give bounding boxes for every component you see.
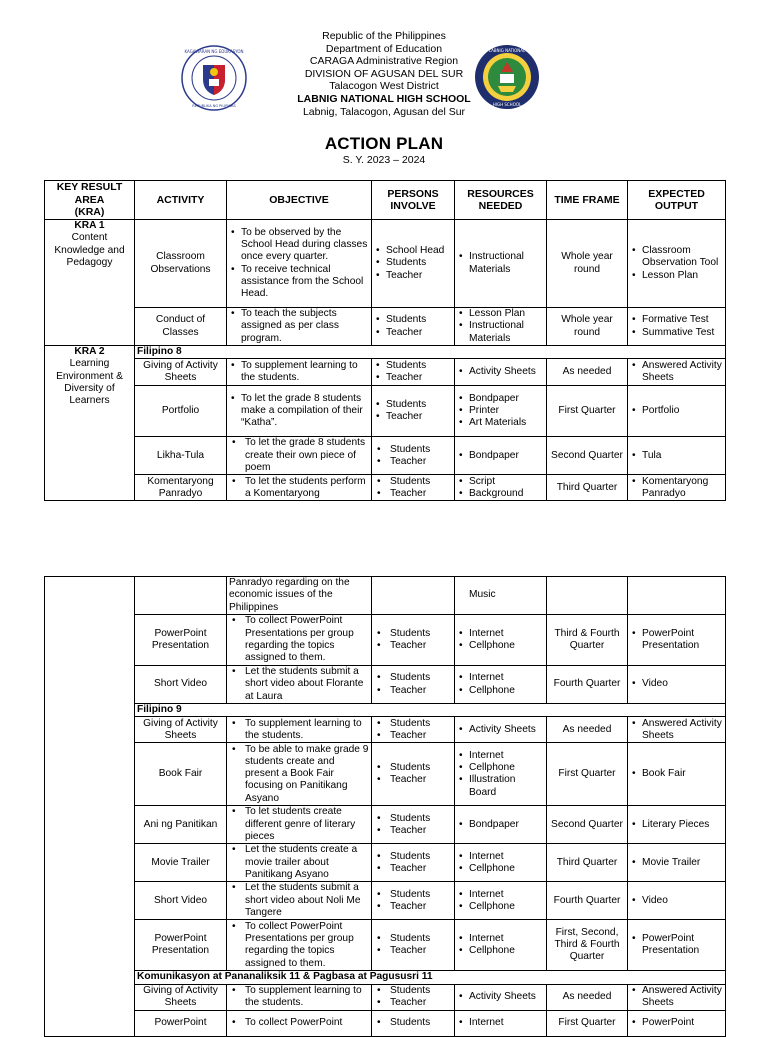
resources-cell: • Activity Sheets — [455, 984, 547, 1010]
time-frame-cell: First Quarter — [547, 386, 628, 437]
time-frame-cell: First Quarter — [547, 743, 628, 806]
header-country: Republic of the Philippines — [322, 30, 446, 42]
objective-cell: • To be observed by the School Head during classes once every quarter. • To receive technical assistance from the School Head. — [227, 220, 372, 308]
col-kra: KEY RESULT AREA (KRA) — [45, 181, 135, 220]
resources-cell: • Activity Sheets — [455, 359, 547, 386]
output-cell: • Komentaryong Panradyo — [628, 475, 726, 501]
output-cell: • Answered Activity Sheets — [628, 984, 726, 1010]
table-row — [45, 475, 726, 501]
activity-cell: Giving of Activity Sheets — [135, 717, 227, 743]
time-frame-cell: Second Quarter — [547, 806, 628, 844]
resources-cell: Music — [455, 577, 547, 615]
persons-cell: • Students • Teacher — [372, 666, 455, 704]
svg-text:KAGAWARAN NG EDUKASYON: KAGAWARAN NG EDUKASYON — [184, 49, 244, 54]
output-cell: • Movie Trailer — [628, 844, 726, 882]
resources-cell: • Instructional Materials — [455, 220, 547, 308]
activity-cell: Short Video — [135, 882, 227, 920]
time-frame-cell: Third & Fourth Quarter — [547, 615, 628, 666]
output-cell: • Answered Activity Sheets — [628, 359, 726, 386]
time-frame-cell: First Quarter — [547, 1010, 628, 1036]
resources-cell: • Bondpaper — [455, 806, 547, 844]
activity-cell — [135, 577, 227, 615]
time-frame-cell: As needed — [547, 717, 628, 743]
col-activity: ACTIVITY — [135, 181, 227, 220]
time-frame-cell: As needed — [547, 984, 628, 1010]
header-region: CARAGA Administrative Region — [309, 55, 459, 68]
table-row — [45, 220, 726, 308]
time-frame-cell: Whole year round — [547, 220, 628, 308]
school-year: S. Y. 2023 – 2024 — [342, 154, 426, 166]
resources-cell: • Lesson Plan • Instructional Materials — [455, 308, 547, 346]
section-title: Filipino 9 — [135, 704, 726, 717]
svg-text:REPUBLIKA NG PILIPINAS: REPUBLIKA NG PILIPINAS — [192, 104, 236, 108]
objective-cell: • To be able to make grade 9 students create and present a Book Fair focusing on Panitikang Asyano — [227, 743, 372, 806]
time-frame-cell: Fourth Quarter — [547, 882, 628, 920]
col-time-frame: TIME FRAME — [547, 181, 628, 220]
objective-cell: • To collect PowerPoint — [227, 1010, 372, 1036]
resources-cell: • Internet • Cellphone — [455, 666, 547, 704]
header-district: Talacogon West District — [329, 80, 439, 93]
resources-cell: • Internet • Cellphone — [455, 844, 547, 882]
time-frame-cell: First, Second, Third & Fourth Quarter — [547, 920, 628, 971]
activity-cell: Giving of Activity Sheets — [135, 984, 227, 1010]
header-school: LABNIG NATIONAL HIGH SCHOOL — [297, 92, 471, 105]
action-plan-table-page2 — [44, 576, 726, 1037]
activity-cell: Classroom Observations — [135, 220, 227, 308]
objective-cell: • To let the grade 8 students make a compilation of their “Katha”. — [227, 386, 372, 437]
output-cell: • Portfolio — [628, 386, 726, 437]
persons-cell — [372, 577, 455, 615]
persons-cell: • Students • Teacher — [372, 743, 455, 806]
table-row — [45, 359, 726, 386]
table-row — [45, 882, 726, 920]
document-title: ACTION PLAN — [324, 134, 444, 153]
objective-cell: • To collect PowerPoint Presentations per group regarding the topics assigned to them. — [227, 615, 372, 666]
objective-cell: • To let the students perform a Komentaryong — [227, 475, 372, 501]
resources-cell: • Internet • Cellphone — [455, 615, 547, 666]
kra-cell: KRA 2 Learning Environment & Diversity of Learners — [45, 346, 135, 501]
svg-text:HIGH SCHOOL: HIGH SCHOOL — [492, 102, 522, 107]
resources-cell: • Internet • Cellphone — [455, 882, 547, 920]
output-cell: • PowerPoint Presentation — [628, 615, 726, 666]
persons-cell: • Students • Teacher — [372, 844, 455, 882]
letterhead — [0, 30, 768, 118]
objective-cell: • To collect PowerPoint Presentations per group regarding the topics assigned to them. — [227, 920, 372, 971]
persons-cell: • Students — [372, 1010, 455, 1036]
col-expected-output: EXPECTED OUTPUT — [628, 181, 726, 220]
table-row — [45, 717, 726, 743]
header-department: Department of Education — [325, 42, 443, 55]
table-row — [45, 920, 726, 971]
resources-cell: • Bondpaper • Printer • Art Materials — [455, 386, 547, 437]
activity-cell: Book Fair — [135, 743, 227, 806]
time-frame-cell — [547, 577, 628, 615]
section-row-komunikasyon — [45, 971, 726, 984]
resources-cell: • Bondpaper — [455, 437, 547, 475]
persons-cell: • Students • Teacher — [372, 882, 455, 920]
objective-cell: • Let the students submit a short video about Florante at Laura — [227, 666, 372, 704]
activity-cell: PowerPoint Presentation — [135, 920, 227, 971]
table-row — [45, 577, 726, 615]
col-persons: PERSONS INVOLVE — [372, 181, 455, 220]
kra-cell-continued — [45, 577, 135, 1037]
time-frame-cell: Third Quarter — [547, 475, 628, 501]
output-cell: • PowerPoint Presentation — [628, 920, 726, 971]
output-cell: • Video — [628, 666, 726, 704]
output-cell: • Video — [628, 882, 726, 920]
persons-cell: • Students • Teacher — [372, 717, 455, 743]
persons-cell: • Students • Teacher — [372, 615, 455, 666]
header-address: Labnig, Talacogon, Agusan del Sur — [302, 105, 466, 118]
output-cell: • PowerPoint — [628, 1010, 726, 1036]
persons-cell: • Students • Teacher — [372, 437, 455, 475]
objective-cell: • To let students create different genre of literary pieces — [227, 806, 372, 844]
activity-cell: Portfolio — [135, 386, 227, 437]
school-seal-logo — [474, 44, 540, 110]
section-title: Komunikasyon at Pananaliksik 11 & Pagbasa at Pagususri 11 — [135, 971, 726, 984]
activity-cell: PowerPoint — [135, 1010, 227, 1036]
objective-cell: • To teach the subjects assigned as per class program. — [227, 308, 372, 346]
objective-cell: • To supplement learning to the students. — [227, 717, 372, 743]
table-row — [45, 984, 726, 1010]
persons-cell: • Students • Teacher — [372, 308, 455, 346]
persons-cell: • Students • Teacher — [372, 920, 455, 971]
table-header-row — [45, 181, 726, 220]
col-objective: OBJECTIVE — [227, 181, 372, 220]
persons-cell: • Students • Teacher — [372, 475, 455, 501]
activity-cell: Short Video — [135, 666, 227, 704]
objective-cell: • Let the students create a movie trailer about Panitikang Asyano — [227, 844, 372, 882]
section-row-filipino8 — [45, 346, 726, 359]
svg-text:LABNIG NATIONAL: LABNIG NATIONAL — [488, 48, 526, 53]
kra-cell: KRA 1 Content Knowledge and Pedagogy — [45, 220, 135, 346]
output-cell: • Answered Activity Sheets — [628, 717, 726, 743]
table-row — [45, 386, 726, 437]
time-frame-cell: Third Quarter — [547, 844, 628, 882]
header-division: DIVISION OF AGUSAN DEL SUR — [304, 67, 464, 80]
persons-cell: • Students • Teacher — [372, 806, 455, 844]
persons-cell: • School Head • Students • Teacher — [372, 220, 455, 308]
objective-cell: • To let the grade 8 students create their own piece of poem — [227, 437, 372, 475]
action-plan-table-page1 — [44, 180, 726, 501]
resources-cell: • Internet • Cellphone — [455, 920, 547, 971]
activity-cell: Conduct of Classes — [135, 308, 227, 346]
resources-cell: • Internet — [455, 1010, 547, 1036]
table-row — [45, 308, 726, 346]
resources-cell: • Internet • Cellphone • Illustration Board — [455, 743, 547, 806]
time-frame-cell: Whole year round — [547, 308, 628, 346]
persons-cell: • Students • Teacher — [372, 386, 455, 437]
output-cell: • Literary Pieces — [628, 806, 726, 844]
time-frame-cell: As needed — [547, 359, 628, 386]
activity-cell: Komentaryong Panradyo — [135, 475, 227, 501]
output-cell: • Tula — [628, 437, 726, 475]
activity-cell: Movie Trailer — [135, 844, 227, 882]
resources-cell: • Script • Background — [455, 475, 547, 501]
table-row — [45, 844, 726, 882]
section-title: Filipino 8 — [135, 346, 726, 359]
col-resources: RESOURCES NEEDED — [455, 181, 547, 220]
objective-cell: Panradyo regarding on the economic issues of the Philippines — [227, 577, 372, 615]
time-frame-cell: Fourth Quarter — [547, 666, 628, 704]
persons-cell: • Students • Teacher — [372, 359, 455, 386]
activity-cell: Giving of Activity Sheets — [135, 359, 227, 386]
persons-cell: • Students • Teacher — [372, 984, 455, 1010]
objective-cell: • To supplement learning to the students. — [227, 984, 372, 1010]
activity-cell: PowerPoint Presentation — [135, 615, 227, 666]
table-row — [45, 1010, 726, 1036]
table-row — [45, 437, 726, 475]
time-frame-cell: Second Quarter — [547, 437, 628, 475]
activity-cell: Ani ng Panitikan — [135, 806, 227, 844]
objective-cell: • Let the students submit a short video about Noli Me Tangere — [227, 882, 372, 920]
output-cell: • Classroom Observation Tool • Lesson Plan — [628, 220, 726, 308]
output-cell: • Book Fair — [628, 743, 726, 806]
output-cell — [628, 577, 726, 615]
table-row — [45, 666, 726, 704]
table-row — [45, 806, 726, 844]
table-row — [45, 615, 726, 666]
table-row — [45, 743, 726, 806]
resources-cell: • Activity Sheets — [455, 717, 547, 743]
section-row-filipino9 — [45, 704, 726, 717]
activity-cell: Likha-Tula — [135, 437, 227, 475]
output-cell: • Formative Test • Summative Test — [628, 308, 726, 346]
objective-cell: • To supplement learning to the students. — [227, 359, 372, 386]
